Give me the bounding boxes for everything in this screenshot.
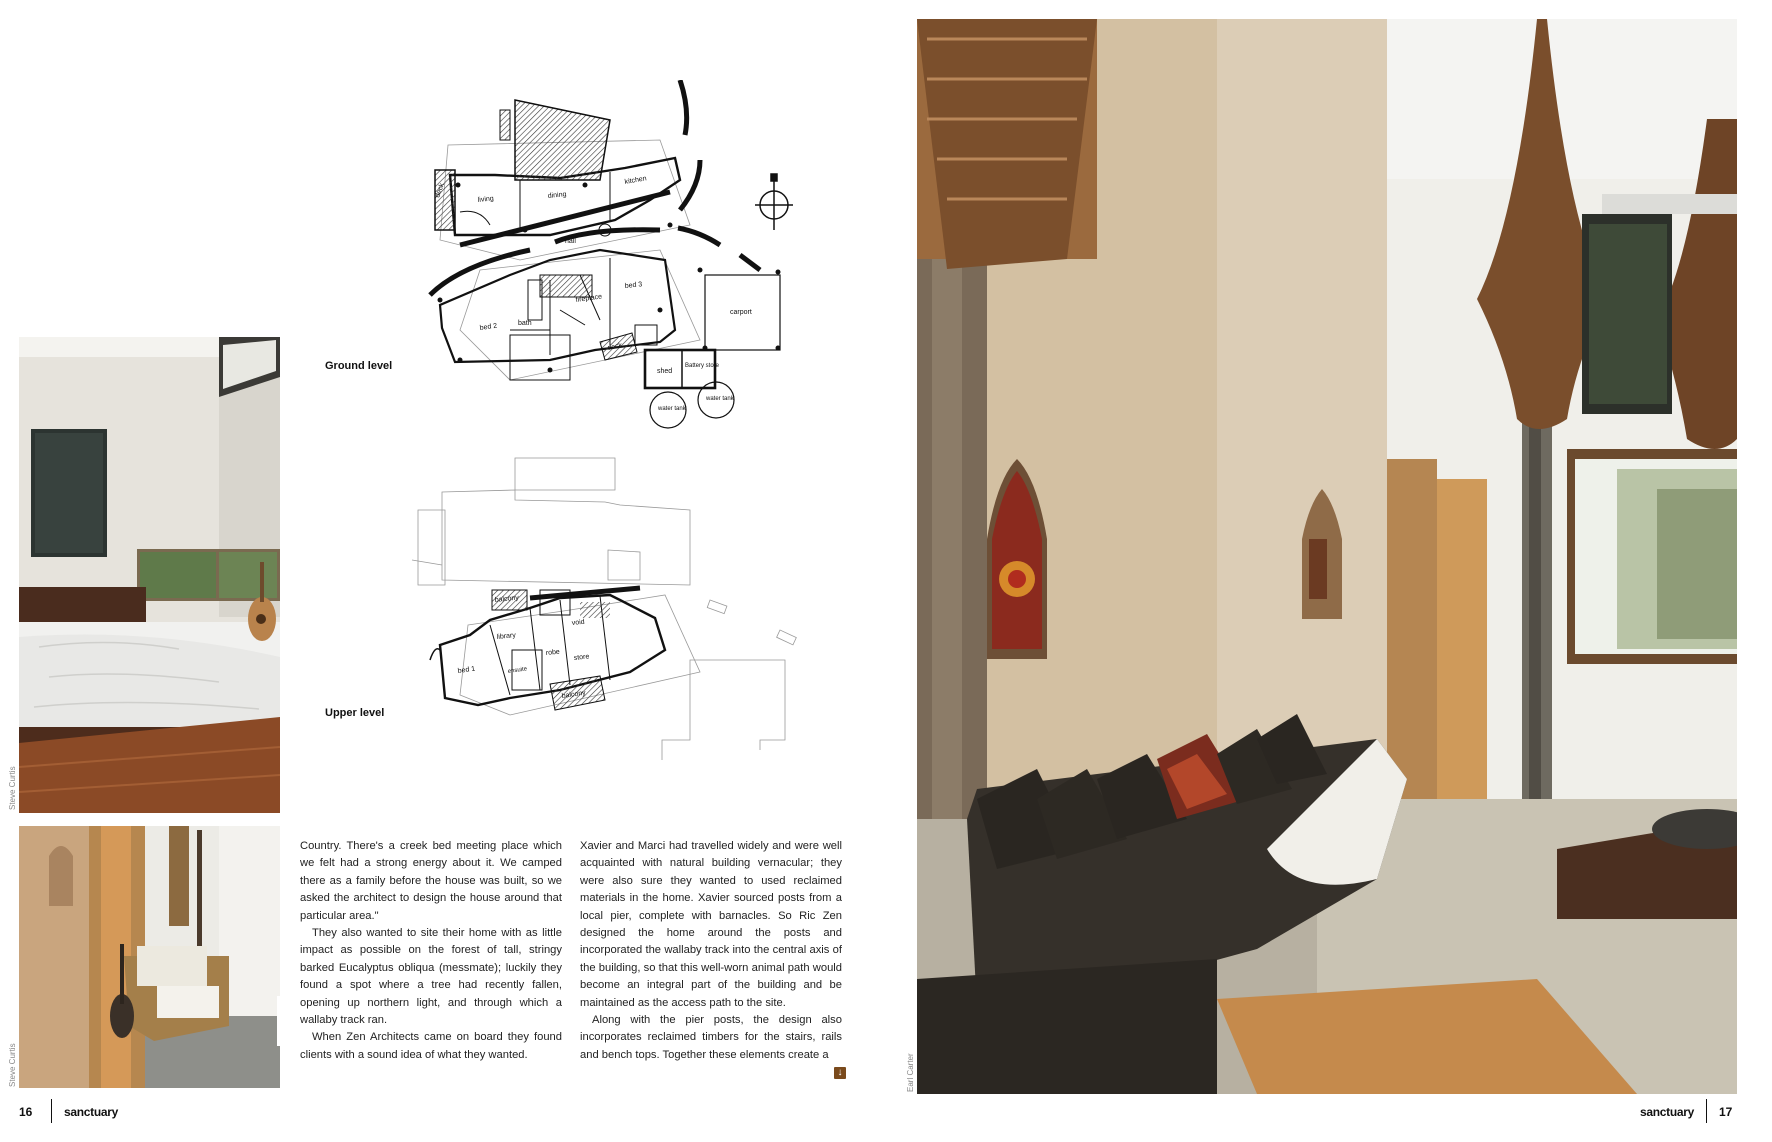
room-label: living	[477, 195, 495, 204]
room-label: ensuite	[507, 666, 528, 675]
room-label: bed 3	[624, 281, 643, 290]
photo-credit-top: Steve Curtis	[8, 766, 17, 810]
room-label: carport	[730, 309, 752, 316]
magazine-name-left: sanctuary	[64, 1105, 118, 1119]
room-label: store	[573, 653, 590, 662]
north-arrow-icon	[755, 174, 793, 230]
room-label: Battery store	[685, 363, 720, 369]
room-label: dining	[547, 191, 567, 200]
room-label: robe	[545, 648, 561, 657]
room-label: deck	[606, 342, 623, 352]
room-label: bath	[518, 320, 532, 327]
room-label: kitchen	[624, 175, 648, 186]
magazine-name-right: sanctuary	[1640, 1105, 1694, 1119]
ground-floor-plan	[400, 80, 820, 480]
body-column-2	[580, 838, 842, 1064]
body-column-1	[300, 838, 562, 1064]
arrow-down-icon: ↓	[834, 1067, 846, 1079]
room-label: fireplace	[575, 293, 603, 304]
room-label: void	[571, 618, 585, 627]
footer-divider	[1706, 1099, 1707, 1123]
room-label: deck	[434, 182, 446, 199]
paragraph: Along with the pier posts, the design also incorporates reclaimed timbers for the stairs, rails and bench tops. Together these elements create a	[580, 1014, 842, 1061]
living-room-photo	[917, 19, 1737, 1094]
room-label: bed 1	[457, 665, 476, 675]
room-label: hall	[565, 238, 576, 245]
photo-credit-right: Earl Carter	[906, 1053, 915, 1092]
footer-divider	[51, 1099, 52, 1123]
paragraph: Country. There's a creek bed meeting place which we felt had a strong energy about it. We camped there as a family before the house was built, so we asked the architect to design the house around that particular area."	[300, 840, 562, 922]
room-label: water tank	[706, 396, 734, 402]
photo-credit-bottom: Steve Curtis	[8, 1043, 17, 1087]
room-label: bed 2	[479, 322, 498, 332]
room-label: shed	[657, 368, 673, 375]
reading-nook-photo	[19, 826, 280, 1088]
upper-floor-plan	[400, 450, 820, 760]
page-number-left: 16	[19, 1105, 33, 1119]
paragraph: When Zen Architects came on board they found clients with a sound idea of what they wanted.	[300, 1031, 562, 1061]
page-number-right: 17	[1719, 1105, 1733, 1119]
ground-level-label: Ground level	[325, 360, 393, 372]
paragraph: They also wanted to site their home with as little impact as possible on the forest of tall, stringy barked Eucalyptus obliqua (messmate); luckily they found a spot where a tree had recently fallen, opening up northern light, and through which a wallaby track ran.	[300, 927, 562, 1027]
room-label: water tank	[658, 406, 686, 412]
room-label: balcony	[561, 689, 587, 700]
paragraph: Xavier and Marci had travelled widely and were well acquainted with natural building vernacular; they were also sure they wanted to used reclaimed materials in the home. Xavier sourced posts from a local pier, complete with barnacles. So Ric Zen designed the home around the posts and incorporated the wallaby track into the central axis of the building, so that this well-worn animal path would become an integral part of the building and be maintained as the access path to the site.	[580, 840, 842, 1009]
bedroom-photo	[19, 337, 280, 813]
room-label: library	[496, 632, 517, 641]
upper-level-label: Upper level	[325, 707, 385, 719]
room-label: balcony	[494, 594, 520, 604]
